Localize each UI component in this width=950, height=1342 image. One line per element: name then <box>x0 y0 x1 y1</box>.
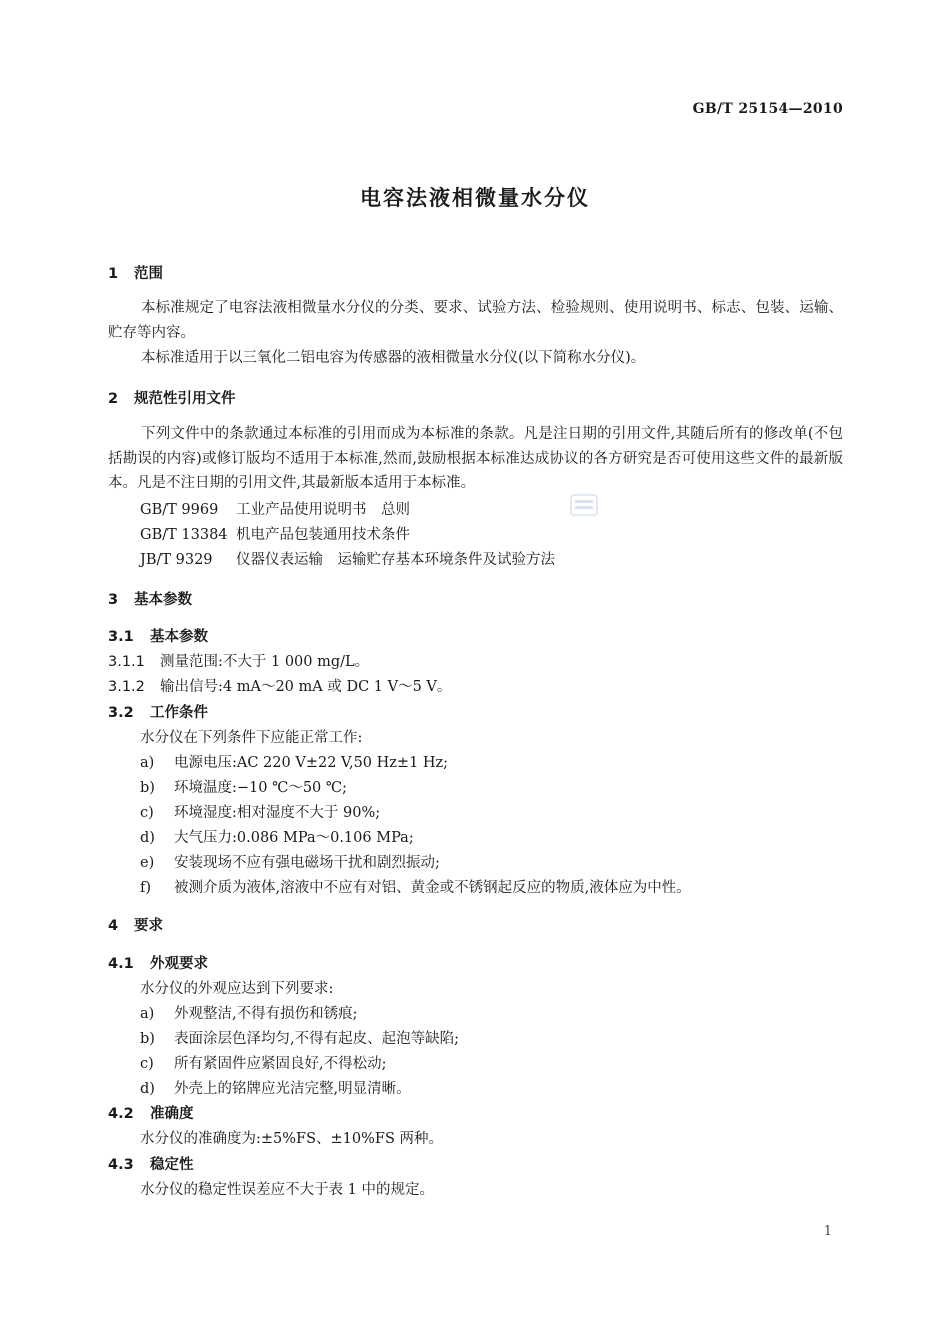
section-title: 基本参数 <box>150 629 208 645</box>
section-number: 2 <box>108 391 119 407</box>
list-text: 电源电压:AC 220 V±22 V,50 Hz±1 Hz; <box>174 755 449 771</box>
reference-title: 仪器仪表运输 运输贮存基本环境条件及试验方法 <box>236 552 555 568</box>
reference-item <box>140 548 555 569</box>
list-text: 环境湿度:相对湿度不大于 90%; <box>174 805 381 821</box>
section-title: 工作条件 <box>150 705 208 721</box>
list-label: f) <box>140 880 152 896</box>
page-number: 1 <box>823 1224 832 1239</box>
reference-title: 工业产品使用说明书 总则 <box>236 502 410 518</box>
reference-code: GB/T 13384 <box>140 527 228 543</box>
list-text: 环境温度:−10 ℃～50 ℃; <box>174 780 347 796</box>
list-label: d) <box>140 1081 155 1097</box>
watermark-logo-icon <box>570 494 598 516</box>
document-title: 电容法液相微量水分仪 <box>360 186 590 210</box>
reference-title: 机电产品包装通用技术条件 <box>236 527 410 543</box>
list-text: 表面涂层色泽均匀,不得有起皮、起泡等缺陷; <box>174 1031 459 1047</box>
list-text: 安装现场不应有强电磁场干扰和剧烈振动; <box>174 855 440 871</box>
clause-3-1-2 <box>108 675 451 696</box>
section-number: 4.3 <box>108 1157 134 1173</box>
reference-item <box>140 523 410 544</box>
clause-number: 3.1.1 <box>108 654 145 670</box>
list-label: b) <box>140 1031 155 1047</box>
section-4-heading <box>108 914 163 935</box>
section-title: 范围 <box>134 266 163 282</box>
section-number: 1 <box>108 266 119 282</box>
section-1-paragraph-2: 本标准适用于以三氧化二铝电容为传感器的液相微量水分仪(以下简称水分仪)。 <box>141 350 646 366</box>
section-number: 4.2 <box>108 1106 134 1122</box>
section-3-1-heading <box>108 625 208 646</box>
section-number: 3.2 <box>108 705 134 721</box>
list-item <box>140 1052 387 1073</box>
list-item <box>140 776 347 797</box>
list-text: 所有紧固件应紧固良好,不得松动; <box>174 1056 387 1072</box>
section-4-2-heading <box>108 1102 194 1123</box>
list-label: d) <box>140 830 155 846</box>
section-title: 外观要求 <box>150 956 208 972</box>
section-title: 准确度 <box>150 1106 194 1122</box>
list-text: 外壳上的铭牌应光洁完整,明显清晰。 <box>174 1081 411 1097</box>
section-number: 3 <box>108 592 119 608</box>
section-4-3-heading <box>108 1153 194 1174</box>
list-item <box>140 1077 411 1098</box>
reference-code: JB/T 9329 <box>140 552 213 568</box>
reference-item <box>140 498 410 519</box>
standard-code: GB/T 25154—2010 <box>692 101 843 117</box>
section-title: 稳定性 <box>150 1157 194 1173</box>
clause-3-1-1 <box>108 650 369 671</box>
list-text: 大气压力:0.086 MPa～0.106 MPa; <box>174 830 414 846</box>
list-label: c) <box>140 805 154 821</box>
list-label: c) <box>140 1056 154 1072</box>
list-item <box>140 1002 358 1023</box>
section-number: 4.1 <box>108 956 134 972</box>
list-item <box>140 801 380 822</box>
list-label: b) <box>140 780 155 796</box>
list-item <box>140 1027 459 1048</box>
list-label: e) <box>140 855 155 871</box>
section-title: 规范性引用文件 <box>134 391 236 407</box>
section-number: 4 <box>108 918 119 934</box>
clause-intro: 水分仪的外观应达到下列要求: <box>140 981 334 997</box>
list-item <box>140 751 448 772</box>
list-text: 被测介质为液体,溶液中不应有对铝、黄金或不锈钢起反应的物质,液体应为中性。 <box>174 880 691 896</box>
clause-text: 水分仪的准确度为:±5%FS、±10%FS 两种。 <box>140 1131 444 1147</box>
list-item <box>140 876 691 897</box>
section-3-heading <box>108 588 192 609</box>
section-1-paragraph-1: 本标准规定了电容法液相微量水分仪的分类、要求、试验方法、检验规则、使用说明书、标志、包装、运输、贮存等内容。 <box>108 300 843 341</box>
list-item <box>140 851 440 872</box>
section-1-heading <box>108 262 163 283</box>
section-3-2-heading <box>108 701 208 722</box>
clause-intro: 水分仪在下列条件下应能正常工作: <box>140 730 363 746</box>
list-label: a) <box>140 755 155 771</box>
section-title: 要求 <box>134 918 163 934</box>
clause-text: 输出信号:4 mA～20 mA 或 DC 1 V～5 V。 <box>160 679 452 695</box>
clause-text: 水分仪的稳定性误差应不大于表 1 中的规定。 <box>140 1182 434 1198</box>
list-label: a) <box>140 1006 155 1022</box>
clause-text: 测量范围:不大于 1 000 mg/L。 <box>160 654 370 670</box>
list-text: 外观整洁,不得有损伤和锈痕; <box>174 1006 358 1022</box>
reference-code: GB/T 9969 <box>140 502 219 518</box>
section-2-paragraph: 下列文件中的条款通过本标准的引用而成为本标准的条款。凡是注日期的引用文件,其随后所有的修改单(不包括勘误的内容)或修订版均不适用于本标准,然而,鼓励根据本标准达成协议的各方研究是否可使用这些文件的最新版本。凡是不注日期的引用文件,其最新版本适用于本标准。 <box>108 426 843 491</box>
list-item <box>140 826 414 847</box>
section-number: 3.1 <box>108 629 134 645</box>
section-2-heading <box>108 387 236 408</box>
clause-number: 3.1.2 <box>108 679 145 695</box>
section-title: 基本参数 <box>134 592 192 608</box>
section-4-1-heading <box>108 952 208 973</box>
